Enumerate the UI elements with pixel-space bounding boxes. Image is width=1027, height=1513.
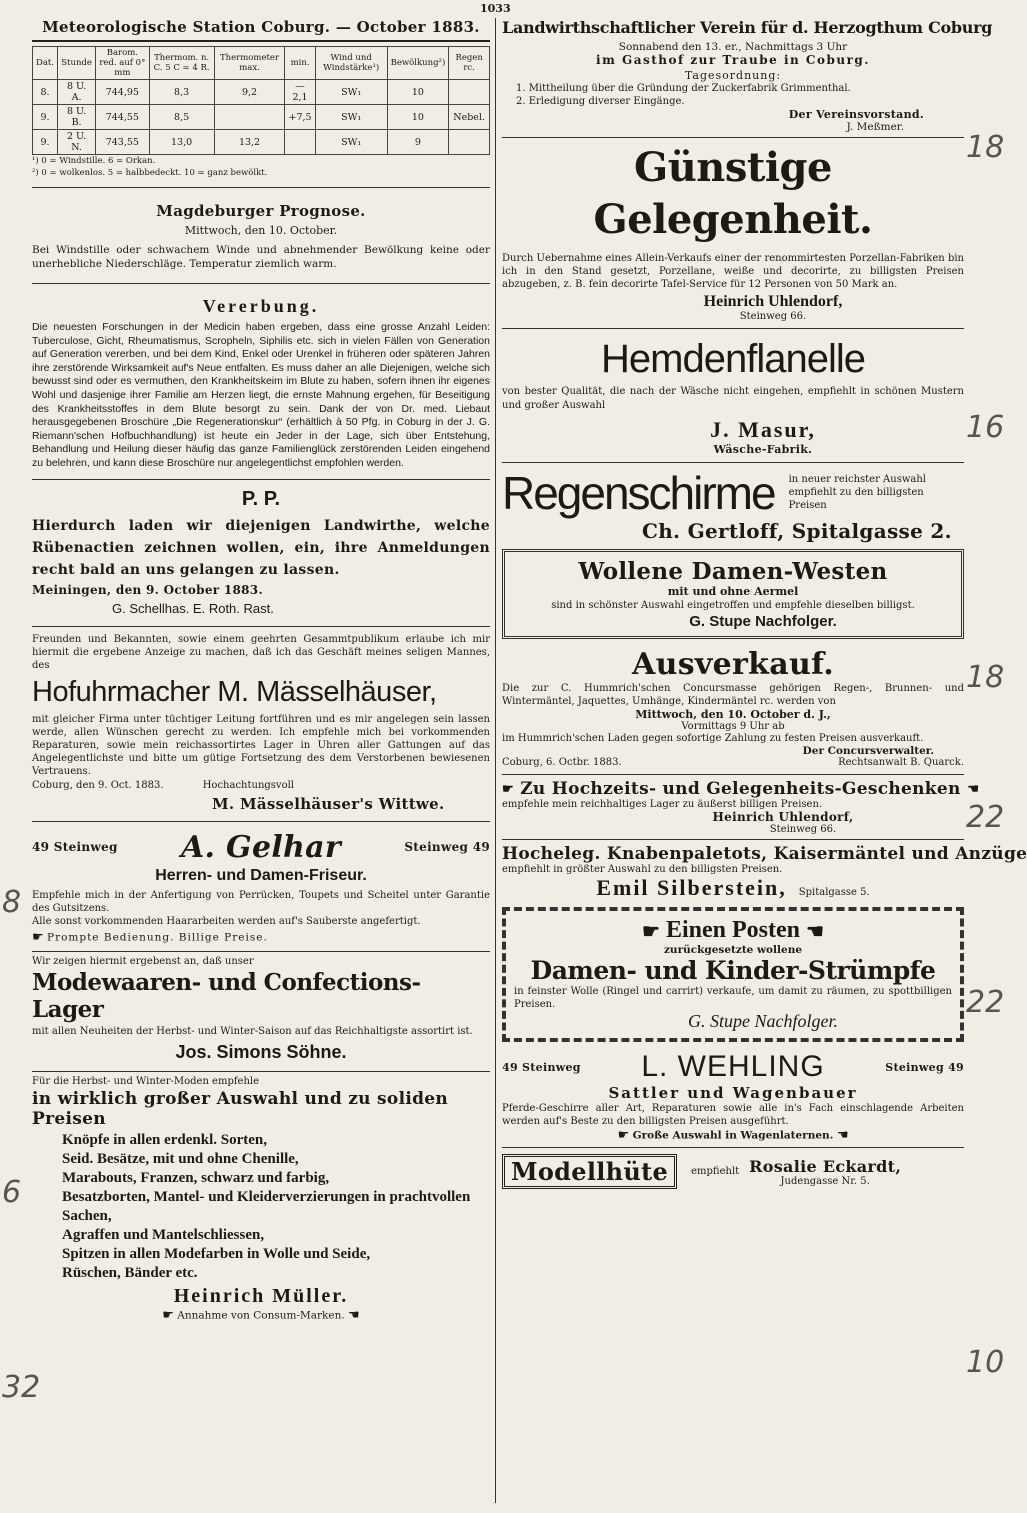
gelhar-name: A. Gelhar bbox=[180, 829, 342, 865]
divider bbox=[32, 951, 490, 952]
footnote: ²) 0 = wolkenlos. 5 = halbbedeckt. 10 = ganz bewölkt. bbox=[32, 168, 268, 178]
geschenke-name: Heinrich Uhlendorf, bbox=[712, 810, 854, 824]
gelhar-line3-row bbox=[32, 930, 490, 945]
wehling-block bbox=[502, 1050, 964, 1143]
modell-name: Rosalie Eckardt, bbox=[749, 1156, 902, 1176]
prognose-date: Mittwoch, den 10. October. bbox=[184, 224, 338, 237]
pointing-hand-icon: ☛ bbox=[642, 920, 660, 943]
hemden-text: von bester Qualität, die nach der Wäsche nicht eingehen, empfiehlt in schönen Mustern und großer Auswahl bbox=[502, 386, 964, 411]
gelhar-addr-right: Steinweg 49 bbox=[404, 840, 490, 855]
weather-table bbox=[32, 46, 490, 155]
divider bbox=[32, 283, 490, 284]
weather-table-cell: 8 U. A. bbox=[58, 80, 96, 105]
struempfe-title-row bbox=[514, 917, 952, 944]
divider bbox=[32, 626, 490, 627]
margin-mark: 22 bbox=[966, 800, 1005, 835]
weather-table-header-cell: Bewölkung²) bbox=[387, 47, 449, 80]
ausverkauf-sign2: Rechtsanwalt B. Quarck. bbox=[838, 757, 964, 768]
modell-title: Modellhüte bbox=[502, 1154, 677, 1189]
weather-table-cell: 743,55 bbox=[96, 130, 149, 155]
weather-table-cell: 2 U. N. bbox=[58, 130, 96, 155]
gelhar-line1: Empfehle mich in der Anfertigung von Perrücken, Toupets und Scheitel unter Garantie des Gutsitzens. bbox=[32, 889, 490, 914]
weather-table-row bbox=[33, 130, 490, 155]
weather-table-cell: 10 bbox=[387, 105, 449, 130]
weather-table-header-cell: min. bbox=[285, 47, 315, 80]
gelhar-line2: Alle sonst vorkommenden Haararbeiten werden auf's Sauberste angefertigt. bbox=[32, 915, 421, 927]
verein-block bbox=[502, 18, 993, 133]
ausverkauf-text2: im Hummrich'schen Laden gegen sofortige Zahlung zu festen Preisen ausverkauft. bbox=[502, 733, 924, 744]
pointing-hand-icon: ☛ bbox=[836, 1128, 849, 1143]
verein-agenda-item: 1. Mittheilung über die Gründung der Zuckerfabrik Grimmenthal. bbox=[516, 83, 851, 94]
mueller-item: Agraffen und Mantelschliessen, bbox=[62, 1226, 265, 1243]
ausverkauf-when2: Vormittags 9 Uhr ab bbox=[681, 721, 785, 732]
hofuhrmacher-signature: M. Mässelhäuser's Wittwe. bbox=[212, 794, 445, 813]
verein-agenda-title: Tagesordnung: bbox=[684, 69, 782, 82]
struempfe-block bbox=[502, 907, 964, 1042]
regen-row bbox=[502, 467, 964, 519]
weather-table-header-cell: Thermometer max. bbox=[214, 47, 285, 80]
struempfe-name: G. Stupe Nachfolger. bbox=[688, 1011, 838, 1031]
weather-table-cell: 744,55 bbox=[96, 105, 149, 130]
regen-block bbox=[502, 467, 964, 543]
weather-table-row bbox=[33, 80, 490, 105]
weather-table-cell: 8,5 bbox=[149, 105, 214, 130]
wehling-text: Pferde-Geschirre aller Art, Reparaturen sowie alle in's Fach einschlagende Arbeiten werden auf's Beste zu den billigsten Preisen ausgeführt. bbox=[502, 1103, 964, 1127]
wehling-name: L. WEHLING bbox=[641, 1050, 825, 1083]
regen-title: Regenschirme bbox=[502, 467, 775, 519]
hofuhrmacher-intro: Freunden und Bekannten, sowie einem geehrten Gesammtpublikum erlaube ich mir hiermit die ergebene Anzeige zu machen, daß ich das Geschäft meines seligen Mannes, des bbox=[32, 633, 490, 671]
simons-intro: Wir zeigen hiermit ergebenst an, daß unser bbox=[32, 955, 254, 967]
divider bbox=[502, 774, 964, 775]
pp-title: P. P. bbox=[241, 487, 281, 510]
weather-table-cell: 9,2 bbox=[214, 80, 285, 105]
margin-mark: 10 bbox=[966, 1345, 1005, 1380]
weather-table-header-cell: Barom. red. auf 0° mm bbox=[96, 47, 149, 80]
divider bbox=[502, 462, 964, 463]
ausverkauf-text: Die zur C. Hummrich'schen Concursmasse gehörigen Regen-, Brunnen- und Wintermäntel, Jaquettes, Umhänge, Kindermäntel rc. werden von bbox=[502, 683, 964, 707]
hofuhrmacher-text: mit gleicher Firma unter tüchtiger Leitung fortführen und es mir angelegen sein lassen werde, allen Wünschen gerecht zu werden. Ich empfehle mich bei vorkommenden Reparaturen, sowie mein reichassortirtes Lager in Uhren aller Gattungen auf das Angelegentlichste und bitte um gütige Fortsetzung des dem Verstorbenen bewiesenen Vertrauens. bbox=[32, 713, 490, 777]
weather-table-header-cell: Stunde bbox=[58, 47, 96, 80]
pp-signers: G. Schellhas. E. Roth. Rast. bbox=[112, 600, 274, 616]
divider bbox=[502, 1147, 964, 1148]
silberstein-name: Emil Silberstein, bbox=[596, 875, 787, 900]
regen-name: Ch. Gertloff, Spitalgasse 2. bbox=[642, 519, 952, 543]
pointing-hand-icon: ☛ bbox=[32, 929, 44, 945]
weather-table-cell bbox=[449, 80, 490, 105]
hofuhrmacher-date: Coburg, den 9. Oct. 1883. bbox=[32, 779, 164, 791]
weather-table-header-cell: Thermom. n. C. 5 C = 4 R. bbox=[149, 47, 214, 80]
left-column bbox=[32, 18, 490, 1323]
ausverkauf-sign1: Der Concursverwalter. bbox=[802, 745, 934, 757]
divider bbox=[32, 479, 490, 480]
divider bbox=[32, 1071, 490, 1072]
vererbung-block bbox=[32, 296, 490, 471]
westen-block bbox=[502, 549, 964, 639]
divider bbox=[32, 821, 490, 822]
footnote: ¹) 0 = Windstille. 6 = Orkan. bbox=[32, 156, 156, 166]
simons-block bbox=[32, 956, 490, 1063]
mueller-name: Heinrich Müller. bbox=[173, 1284, 349, 1307]
page-number: 1033 bbox=[480, 2, 511, 15]
vererbung-title: Vererbung. bbox=[202, 296, 320, 316]
mueller-footer: Annahme von Consum-Marken. bbox=[177, 1309, 345, 1322]
verein-agenda bbox=[516, 82, 964, 108]
weather-table-row bbox=[33, 105, 490, 130]
wehling-footer: Große Auswahl in Wagenlaternen. bbox=[632, 1129, 834, 1142]
divider bbox=[502, 137, 964, 138]
pointing-hand-icon: ☛ bbox=[617, 1128, 630, 1143]
met-station-block bbox=[32, 18, 490, 179]
gelhar-block bbox=[32, 830, 490, 945]
margin-mark: 32 bbox=[2, 1370, 41, 1405]
weather-table-cell: 9. bbox=[33, 105, 58, 130]
mueller-block bbox=[32, 1076, 490, 1323]
wehling-trade: Sattler und Wagenbauer bbox=[608, 1084, 858, 1102]
weather-table-header-cell: Regen rc. bbox=[449, 47, 490, 80]
ausverkauf-footer bbox=[502, 757, 964, 768]
pp-block bbox=[32, 488, 490, 616]
mueller-item: Rüschen, Bänder etc. bbox=[62, 1264, 198, 1281]
hemden-title: Hemdenflanelle bbox=[601, 337, 865, 381]
gelhar-trade: Herren- und Damen-Friseur. bbox=[155, 866, 367, 884]
hemden-block bbox=[502, 333, 964, 456]
guenstig-title: Günstige Gelegenheit. bbox=[593, 144, 873, 243]
guenstig-block bbox=[502, 142, 964, 322]
mueller-item: Marabouts, Franzen, schwarz und farbig, bbox=[62, 1169, 330, 1186]
divider bbox=[32, 40, 490, 42]
ausverkauf-when: Mittwoch, den 10. October d. J., bbox=[635, 708, 831, 721]
westen-sub: mit und ohne Aermel bbox=[667, 585, 799, 598]
westen-text: sind in schönster Auswahl eingetroffen und empfehle dieselben billigst. bbox=[551, 600, 915, 611]
weather-table-cell: 13,2 bbox=[214, 130, 285, 155]
verein-line1: Sonnabend den 13. er., Nachmittags 3 Uhr bbox=[618, 41, 848, 53]
hofuhrmacher-block bbox=[32, 633, 490, 813]
margin-mark: 18 bbox=[966, 660, 1005, 695]
margin-mark: 6 bbox=[2, 1175, 22, 1210]
pointing-hand-icon: ☛ bbox=[162, 1307, 174, 1323]
modell-contact bbox=[749, 1157, 901, 1187]
divider bbox=[502, 328, 964, 329]
wehling-addr-right: Steinweg 49 bbox=[885, 1060, 964, 1074]
gelhar-addr-left: 49 Steinweg bbox=[32, 840, 118, 855]
modell-addr: Judengasse Nr. 5. bbox=[780, 1175, 870, 1187]
simons-name: Jos. Simons Söhne. bbox=[175, 1041, 347, 1062]
verein-title: Landwirthschaftlicher Verein für d. Herzogthum Coburg bbox=[502, 18, 993, 37]
margin-mark: 22 bbox=[966, 985, 1005, 1020]
pp-text: Hierdurch laden wir diejenigen Landwirthe, welche Rübenactien zeichnen wollen, ein, ihre Anmeldungen recht bald an uns gelangen zu lassen. bbox=[32, 517, 490, 578]
weather-table-header bbox=[33, 47, 490, 80]
hemden-name: J. Masur, bbox=[710, 417, 816, 442]
weather-table-cell: SW₁ bbox=[315, 80, 387, 105]
pp-date: Meiningen, den 9. October 1883. bbox=[32, 582, 263, 597]
weather-table-body bbox=[33, 80, 490, 155]
weather-table-cell bbox=[214, 105, 285, 130]
hofuhrmacher-greeting: Hochachtungsvoll bbox=[202, 779, 294, 791]
struempfe-sub: zurückgesetzte wollene bbox=[663, 944, 803, 956]
silberstein-row bbox=[502, 875, 964, 901]
mueller-item-list bbox=[62, 1131, 490, 1283]
hemden-sub: Wäsche-Fabrik. bbox=[713, 443, 813, 456]
divider bbox=[502, 839, 964, 840]
verein-line2: im Gasthof zur Traube in Coburg. bbox=[596, 53, 870, 67]
geschenke-text: empfehle mein reichhaltiges Lager zu äußerst billigen Preisen. bbox=[502, 799, 823, 810]
prognose-text: Bei Windstille oder schwachem Winde und abnehmender Bewölkung keine oder unerhebliche Niederschläge. Temperatur ziemlich warm. bbox=[32, 244, 490, 270]
pointing-hand-icon: ☛ bbox=[502, 782, 514, 797]
weather-table-cell: 744,95 bbox=[96, 80, 149, 105]
guenstig-text: Durch Uebernahme eines Allein-Verkaufs einer der renommirtesten Porzellan-Fabriken bin ich in den Stand gesetzt, Porzellane, weiße und decorirte, zu billigsten Preisen abzugeben, z. B. fein decorirte Tafel-Service für 12 Personen von 50 Mark an. bbox=[502, 253, 964, 290]
gelhar-header bbox=[32, 830, 490, 865]
pointing-hand-icon: ☛ bbox=[348, 1307, 360, 1323]
hofuhrmacher-name: Hofuhrmacher M. Mässelhäuser, bbox=[32, 675, 437, 708]
simons-text: mit allen Neuheiten der Herbst- und Winter-Saison auf das Reichhaltigste assortirt ist. bbox=[32, 1025, 473, 1037]
geschenke-title: Zu Hochzeits- und Gelegenheits-Geschenken bbox=[520, 779, 961, 799]
mueller-intro: Für die Herbst- und Winter-Moden empfehle bbox=[32, 1075, 260, 1087]
guenstig-name: Heinrich Uhlendorf, bbox=[703, 293, 843, 310]
column-divider bbox=[495, 18, 496, 1503]
silberstein-addr: Spitalgasse 5. bbox=[798, 887, 870, 898]
weather-table-cell: SW₁ bbox=[315, 105, 387, 130]
ausverkauf-block bbox=[502, 647, 964, 768]
weather-table-cell: —2,1 bbox=[285, 80, 315, 105]
prognose-title: Magdeburger Prognose. bbox=[156, 202, 366, 220]
simons-title: Modewaaren- und Confections-Lager bbox=[32, 968, 421, 1023]
divider bbox=[32, 187, 490, 188]
weather-table-cell: 10 bbox=[387, 80, 449, 105]
verein-sign2: J. Meßmer. bbox=[846, 121, 904, 133]
weather-table-header-cell: Wind und Windstärke¹) bbox=[315, 47, 387, 80]
verein-agenda-item: 2. Erledigung diverser Eingänge. bbox=[516, 96, 685, 107]
silberstein-title: Hocheleg. Knabenpaletots, Kaisermäntel und Anzüge bbox=[502, 844, 1027, 864]
weather-table-cell: 8,3 bbox=[149, 80, 214, 105]
margin-mark: 18 bbox=[966, 130, 1005, 165]
guenstig-addr: Steinweg 66. bbox=[739, 311, 807, 322]
mueller-footer-row bbox=[32, 1308, 490, 1323]
wehling-header bbox=[502, 1050, 964, 1084]
wehling-addr-left: 49 Steinweg bbox=[502, 1060, 581, 1074]
westen-title: Wollene Damen-Westen bbox=[578, 558, 888, 585]
mueller-item: Besatzborten, Mantel- und Kleiderverzierungen in prachtvollen Sachen, bbox=[62, 1188, 471, 1224]
margin-mark: 16 bbox=[966, 410, 1005, 445]
ausverkauf-date: Coburg, 6. Octbr. 1883. bbox=[502, 757, 622, 768]
geschenke-title-row bbox=[502, 779, 979, 799]
silberstein-block bbox=[502, 844, 1027, 901]
prognose-block bbox=[32, 202, 490, 271]
regen-text: in neuer reichster Auswahl empfiehlt zu den billigsten Preisen bbox=[788, 474, 926, 511]
pointing-hand-icon: ☛ bbox=[806, 920, 824, 943]
weather-table-cell: 13,0 bbox=[149, 130, 214, 155]
struempfe-headline: Damen- und Kinder-Strümpfe bbox=[530, 956, 936, 985]
weather-table-cell bbox=[285, 130, 315, 155]
weather-table-cell bbox=[449, 130, 490, 155]
geschenke-addr: Steinweg 66. bbox=[769, 824, 837, 835]
mueller-item: Seid. Besätze, mit und ohne Chenille, bbox=[62, 1150, 299, 1167]
met-station-title: Meteorologische Station Coburg. — October 1883. bbox=[42, 18, 480, 36]
struempfe-title: Einen Posten bbox=[665, 917, 800, 943]
margin-mark: 8 bbox=[2, 885, 22, 920]
wehling-footer-row bbox=[502, 1128, 964, 1143]
weather-table-cell: +7,5 bbox=[285, 105, 315, 130]
hofuhrmacher-dateline bbox=[32, 780, 490, 791]
modell-text: empfiehlt bbox=[691, 1166, 740, 1177]
gelhar-line3: Prompte Bedienung. Billige Preise. bbox=[47, 931, 268, 944]
mueller-item: Knöpfe in allen erdenkl. Sorten, bbox=[62, 1131, 268, 1148]
struempfe-text: in feinster Wolle (Ringel und carrirt) verkaufe, um damit zu räumen, zu spottbilligen Preisen. bbox=[514, 986, 952, 1010]
weather-table-cell: 8. bbox=[33, 80, 58, 105]
modell-block bbox=[502, 1154, 964, 1189]
silberstein-text: empfiehlt in größter Auswahl zu den billigsten Preisen. bbox=[502, 864, 783, 875]
weather-table-cell: SW₁ bbox=[315, 130, 387, 155]
geschenke-block bbox=[502, 779, 979, 835]
pointing-hand-icon: ☛ bbox=[966, 782, 979, 797]
mueller-headline: in wirklich großer Auswahl und zu soliden Preisen bbox=[32, 1088, 449, 1129]
westen-name: G. Stupe Nachfolger. bbox=[689, 613, 837, 630]
weather-table-cell: 9. bbox=[33, 130, 58, 155]
ausverkauf-title: Ausverkauf. bbox=[632, 647, 834, 682]
mueller-item: Spitzen in allen Modefarben in Wolle und Seide, bbox=[62, 1245, 371, 1262]
weather-table-cell: 9 bbox=[387, 130, 449, 155]
weather-table-header-cell: Dat. bbox=[33, 47, 58, 80]
verein-sign1: Der Vereinsvorstand. bbox=[788, 108, 924, 121]
weather-table-cell: 8 U. B. bbox=[58, 105, 96, 130]
vererbung-text: Die neuesten Forschungen in der Medicin haben ergeben, dass eine grosse Anzahl Leiden: Tuberculose, Gicht, Rheumatismus, Scropheln, Siphilis etc. sich in vielen Fällen von Generation auf Generation vererben, und bei dem Kind, Enkel oder Urenkel in früheren oder späteren Jahren ihre zerstörende Wirksamkeit auf's Neue entfalten. Es muss daher an alle Diejenigen, welche sich bewusst sind oder es vermuthen, den Krankheitskeim im Blute zu haben, sofern ihnen ihr eigenes Wohl und dasjenige ihrer Familie am Herzen liegt, die ernste Mahnung ergehen, für Beseitigung des Krankheitsstoffes in dem Blute besorgt zu sein. Dank der von Dr. med. Liebaut herausgegebenen Broschüre „Die Regenerationskur“ (erhältlich à 50 Pfg. in Coburg in der J. G. Riemann'schen Hofbuchhandlung) ist heute ein Jeder in der Lage, sich über Entstehung, Behandlung und Heilung dieser häufig das ganze Familienglück zerstörenden Leiden eingehend zu belehren, und kann diese Broschüre nur angelegentlichst empfohlen werden. bbox=[32, 321, 490, 469]
weather-table-cell: Nebel. bbox=[449, 105, 490, 130]
